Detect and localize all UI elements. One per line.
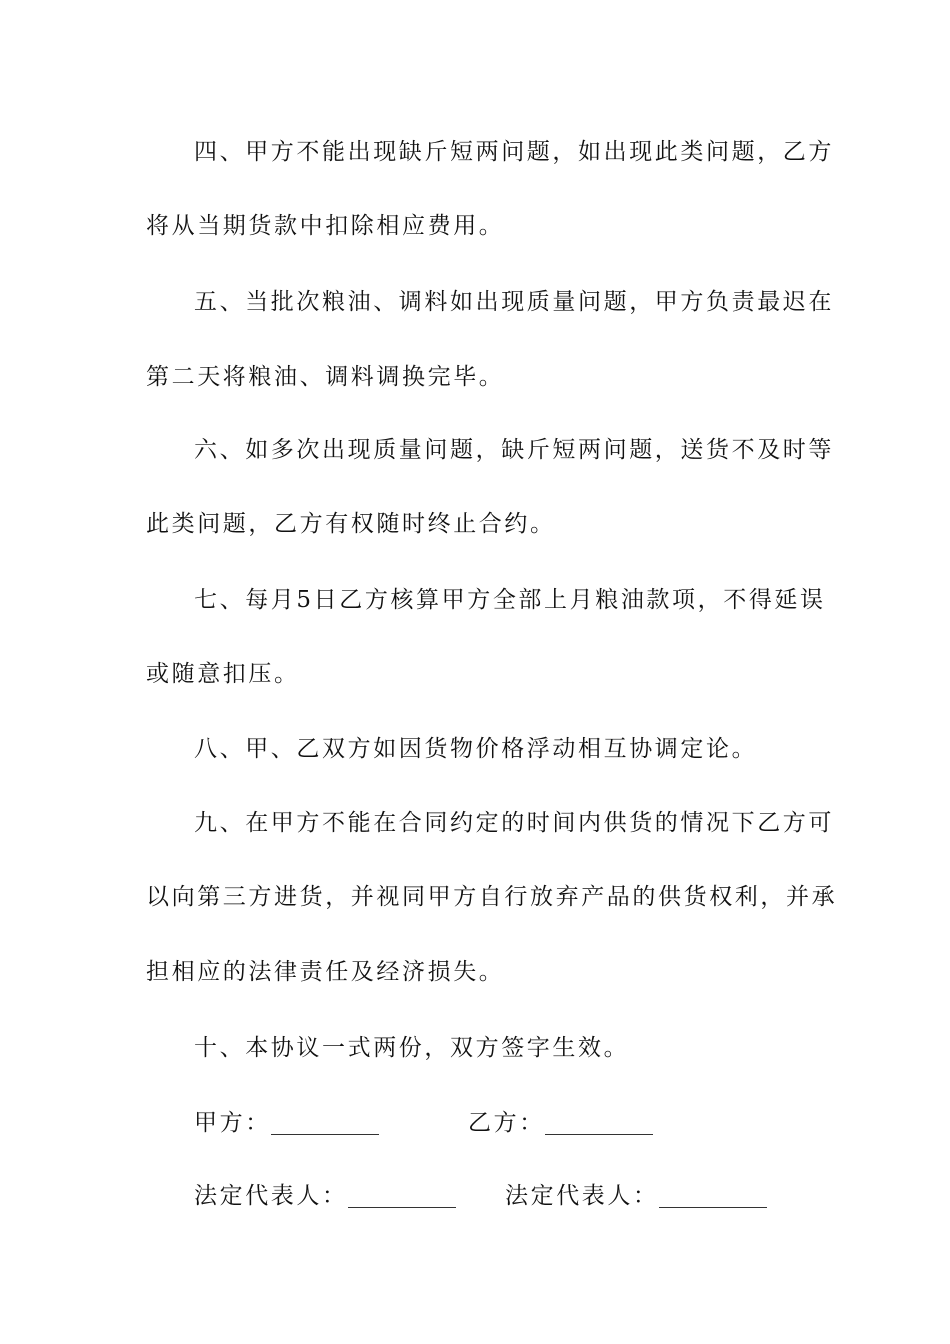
clause-6-line-1: 六、如多次出现质量问题，缺斤短两问题，送货不及时等 <box>194 437 834 463</box>
clause-6-line-2: 此类问题，乙方有权随时终止合约。 <box>146 511 556 537</box>
rep-b-blank[interactable] <box>659 1185 767 1208</box>
party-a-label: 甲方： <box>194 1110 271 1136</box>
clause-9-line-2: 以向第三方进货，并视同甲方自行放弃产品的供货权利，并承 <box>146 884 838 910</box>
clause-9-line-3: 担相应的法律责任及经济损失。 <box>146 959 505 985</box>
rep-b-signature <box>505 1180 767 1212</box>
clause-9-line-1: 九、在甲方不能在合同约定的时间内供货的情况下乙方可 <box>194 810 834 836</box>
clause-8-line-1: 八、甲、乙双方如因货物价格浮动相互协调定论。 <box>194 736 758 762</box>
party-a-blank[interactable] <box>271 1112 379 1135</box>
clause-5-line-1: 五、当批次粮油、调料如出现质量问题，甲方负责最迟在 <box>194 289 834 315</box>
rep-b-label: 法定代表人： <box>505 1183 659 1209</box>
party-b-label: 乙方： <box>468 1110 545 1136</box>
clause-7-line-2: 或随意扣压。 <box>146 661 300 687</box>
rep-a-signature <box>194 1180 456 1212</box>
clause-7-line-1: 七、每月5日乙方核算甲方全部上月粮油款项，不得延误 <box>194 587 826 613</box>
party-a-signature <box>194 1107 379 1139</box>
signature-row-parties <box>194 1107 814 1139</box>
clause-10-line-1: 十、本协议一式两份，双方签字生效。 <box>194 1035 630 1061</box>
rep-a-blank[interactable] <box>348 1185 456 1208</box>
clause-5-line-2: 第二天将粮油、调料调换完毕。 <box>146 364 505 390</box>
clause-4-line-1: 四、甲方不能出现缺斤短两问题，如出现此类问题，乙方 <box>194 139 834 165</box>
party-b-blank[interactable] <box>545 1112 653 1135</box>
rep-a-label: 法定代表人： <box>194 1183 348 1209</box>
party-b-signature <box>468 1107 653 1139</box>
signature-row-representatives <box>194 1180 814 1212</box>
clause-4-line-2: 将从当期货款中扣除相应费用。 <box>146 213 505 239</box>
